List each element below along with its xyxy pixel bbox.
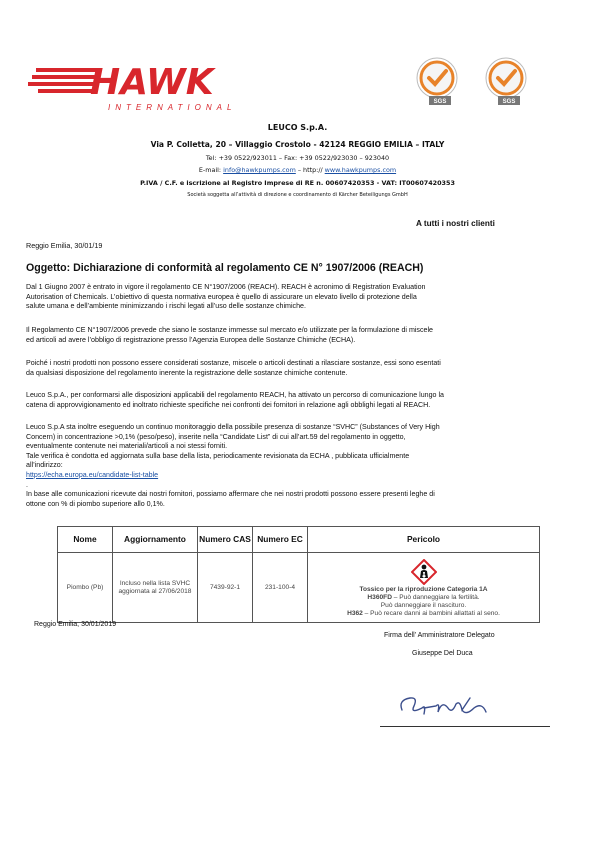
header-ec: Numero EC (253, 527, 308, 553)
paragraph-6: In base alle comunicazioni ricevute dai nostri fornitori, possiamo affermare che nei nostri prodotti possono essere presenti leghe di ottone con % di piombo superiore allo 0,1%. (26, 490, 435, 508)
sgs-certification-seal-2 (484, 56, 528, 106)
logo-subtitle: INTERNATIONAL (108, 103, 237, 112)
signature-line (380, 726, 550, 727)
header-nome: Nome (58, 527, 113, 553)
paragraph-4: Leuco S.p.A., per conformarsi alle disposizioni applicabili del regolamento REACH, ha attivato un percorso di comunicazione lungo la catena di approvvigionamento ed inoltrato richieste specifiche nei confronti dei fornitori in relazione agli obblighi legati al REACH. (26, 391, 444, 409)
header-pericolo: Pericolo (308, 527, 540, 553)
hawk-logo (28, 58, 258, 116)
email-link[interactable]: info@hawkpumps.com (223, 166, 296, 174)
echa-candidate-list-link[interactable]: https://echa.europa.eu/candidate-list-table (26, 470, 159, 479)
cell-aggiornamento: Incluso nella lista SVHC aggiornata al 27/06/2018 (113, 553, 198, 623)
company-phone: Tel: +39 0522/923011 – Fax: +39 0522/923030 – 923040 (205, 154, 390, 162)
letter-date: Reggio Emilia, 30/01/19 (26, 241, 103, 250)
recipient: A tutti i nostri clienti (416, 219, 495, 228)
signer-name: Giuseppe Del Duca (412, 650, 473, 657)
hazard-class: Tossico per la riproduzione Categoria 1A (359, 586, 488, 593)
company-name: LEUCO S.p.A. (267, 123, 328, 132)
company-note: Società soggetta all’attività di direzione e coordinamento di Kärcher Beteiligungs GmbH (187, 192, 408, 198)
hazard-code-h362: H362 (347, 610, 363, 617)
paragraph-3: Poiché i nostri prodotti non possono essere considerati sostanze, miscele o articoli destinati a rilasciare sostanze, essi sono esentati da qualsiasi disposizione del regolamento inerente la registrazione delle sostanze chimiche contenute. (26, 359, 441, 377)
cell-pericolo: Tossico per la riproduzione Categoria 1A H360FD – Può danneggiare la fertilità. Può danneggiare il nascituro. H362 – Può recare danni ai bambini allattati al seno. (308, 553, 540, 623)
website-link[interactable]: www.hawkpumps.com (324, 166, 397, 174)
svg-text:SGS: SGS (502, 99, 516, 105)
ghs-health-hazard-icon (411, 559, 437, 585)
footer-date: Reggio Emilia, 30/01/2019 (34, 621, 117, 628)
paragraph-2: Il Regolamento CE N°1907/2006 prevede che siano le sostanze immesse sul mercato e/o utilizzate per la formulazione di miscele ed articoli ad avere l’obbligo di registrazione presso l’Agenzia Europea delle Sostanze Chimiche (ECHA). (26, 326, 433, 344)
cell-nome: Piombo (Pb) (58, 553, 113, 623)
table-row (58, 553, 540, 623)
svg-text:SGS: SGS (433, 99, 447, 105)
paragraph-1: Dal 1 Giugno 2007 è entrato in vigore il regolamento CE N°1907/2006 (REACH). REACH è acronimo di Registration Evaluation Autorisation of Chemicals. L’obiettivo di questa normativa europea è quello di assicurare un elevato livello di protezione della salute umana e dell’ambiente minimizzando i rischi legati all’uso delle sostanze chimiche. (26, 283, 426, 311)
letter-subject: Oggetto: Dichiarazione di conformità al regolamento CE N° 1907/2006 (REACH) (26, 262, 424, 274)
header-cas: Numero CAS (198, 527, 253, 553)
company-vat: P.IVA / C.F. e iscrizione al Registro Imprese di RE n. 00607420353 - VAT: IT00607420353 (140, 179, 455, 187)
table-header-row (58, 527, 540, 553)
logo-wordmark: HAWK (90, 62, 214, 103)
company-contacts: E-mail: info@hawkpumps.com – http:// www.hawkpumps.com (198, 166, 397, 174)
substances-table (57, 526, 540, 623)
company-address: Via P. Colletta, 20 – Villaggio Crostolo - 42124 REGGIO EMILIA – ITALY (150, 140, 445, 149)
handwritten-signature (396, 688, 496, 724)
cell-cas: 7439-92-1 (198, 553, 253, 623)
paragraph-5: Leuco S.p.A sta inoltre eseguendo un continuo monitoraggio della possibile presenza di sostanze “SVHC” (Substances of Very High Concern) in concentrazione >0,1% (peso/peso), inserite nella “Candidate List” di cui all’art.59 del regolamento in oggetto, eventualmente contenute nei materiali/articoli a noi stessi forniti. Tale verifica è condotta ed aggiornata sulla base della lista, periodicamente revisionata da ECHA , pubblicata ufficialmente all’indirizzo: https://echa.europa.eu/candidate-list-table . (26, 423, 440, 489)
header-aggiornamento: Aggiornamento (113, 527, 198, 553)
signature-role: Firma dell’ Amministratore Delegato (384, 632, 495, 639)
sgs-certification-seal-1 (415, 56, 459, 106)
hazard-code-h360fd: H360FD (367, 594, 392, 601)
cell-ec: 231-100-4 (253, 553, 308, 623)
